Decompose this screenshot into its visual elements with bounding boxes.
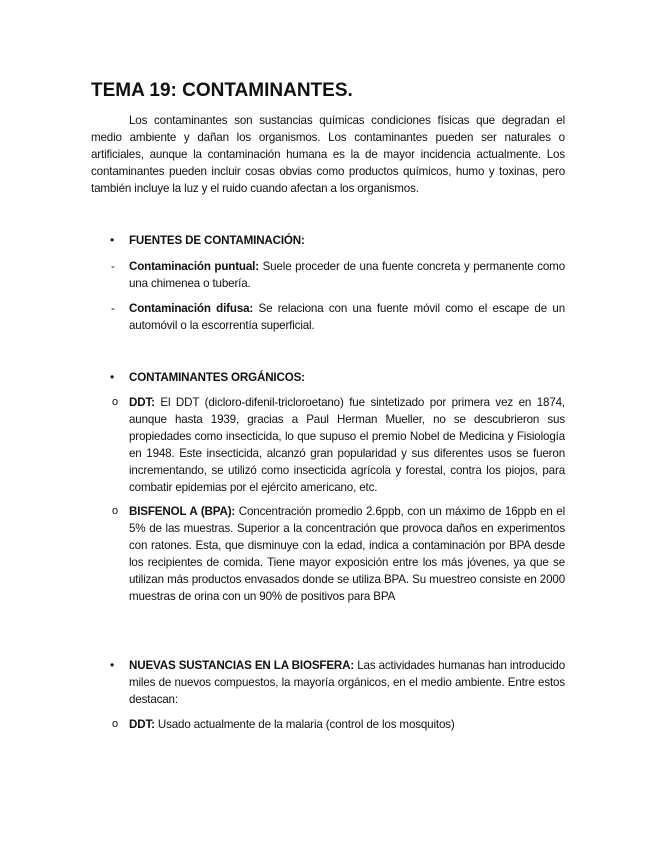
circle-marker: o xyxy=(112,505,118,517)
nuevas-heading: NUEVAS SUSTANCIAS EN LA BIOSFERA: xyxy=(129,659,355,672)
organicos-item-bpa xyxy=(91,503,565,605)
text-puntual: Suele proceder de una fuente concreta y permanente como una chimenea o tubería. xyxy=(129,260,565,290)
circle-marker: o xyxy=(112,396,118,408)
term-ddt: DDT: xyxy=(129,396,155,409)
nuevas-item-ddt xyxy=(91,716,565,733)
text-ddt-malaria: Usado actualmente de la malaria (control de los mosquitos) xyxy=(154,718,455,731)
bullet-marker: • xyxy=(110,233,115,247)
circle-marker: o xyxy=(112,718,118,730)
page-title: TEMA 19: CONTAMINANTES. xyxy=(91,80,353,101)
term-puntual: Contaminación puntual: xyxy=(129,260,259,273)
organicos-item-ddt xyxy=(91,394,565,496)
text-difusa: Se relaciona con una fuente móvil como el escape de un automóvil o la escorrentía superficial. xyxy=(129,302,565,332)
dash-marker: - xyxy=(111,260,115,273)
dash-marker: - xyxy=(111,302,115,315)
organicos-section xyxy=(91,369,565,386)
fuentes-heading: FUENTES DE CONTAMINACIÓN: xyxy=(129,234,305,247)
nuevas-text: Las actividades humanas han introducido miles de nuevos compuestos, la mayoría orgánicos, en el medio ambiente. Entre estos destacan: xyxy=(129,659,565,706)
bullet-marker: • xyxy=(110,370,115,384)
organicos-heading: CONTAMINANTES ORGÁNICOS: xyxy=(129,371,305,384)
organicos-heading-row xyxy=(91,369,565,386)
fuentes-item-puntual xyxy=(91,258,565,292)
bullet-marker: • xyxy=(110,658,115,672)
text-ddt: El DDT (dicloro-difenil-tricloroetano) fue sintetizado por primera vez en 1874, aunque hasta 1939, gracias a Paul Herman Mueller, no se descubrieron sus propiedades como insecticida, lo que supuso el premio Nobel de Medicina y Fisiología en 1948. Este insecticida, alcanzó gran popularidad y sus diferentes usos se fueron incrementando, se utilizó como insecticida agrícola y forestal, contra los piojos, para combatir epidemias por el ejército americano, etc. xyxy=(129,396,565,494)
term-ddt-malaria: DDT: xyxy=(129,718,155,731)
fuentes-section xyxy=(91,232,565,249)
intro-paragraph: Los contaminantes son sustancias químicas condiciones físicas que degradan el medio ambiente y dañan los organismos. Los contaminantes pueden ser naturales o artificiales, aunque la contaminación humana es la de mayor incidencia actualmente. Los contaminantes pueden incluir cosas obvias como productos químicos, humo y toxinas, pero también incluye la luz y el ruido cuando afectan a los organismos. xyxy=(91,114,565,195)
term-difusa: Contaminación difusa: xyxy=(129,302,254,315)
term-bpa: BISFENOL A (BPA): xyxy=(129,505,236,518)
nuevas-section xyxy=(91,657,565,708)
fuentes-item-difusa xyxy=(91,300,565,334)
fuentes-heading-row xyxy=(91,232,565,249)
text-bpa: Concentración promedio 2.6ppb, con un máximo de 16ppb en el 5% de las muestras. Superior a la concentración que provoca daños en experimentos con ratones. Esta, que disminuye con la edad, indica a contaminación por BPA desde los recipientes de comida. Tiene mayor exposición entre los más jóvenes, ya que se utilizan más productos envasados donde se utiliza BPA. Su muestreo consiste en 2000 muestras de orina con un 90% de positivos para BPA xyxy=(129,505,565,603)
